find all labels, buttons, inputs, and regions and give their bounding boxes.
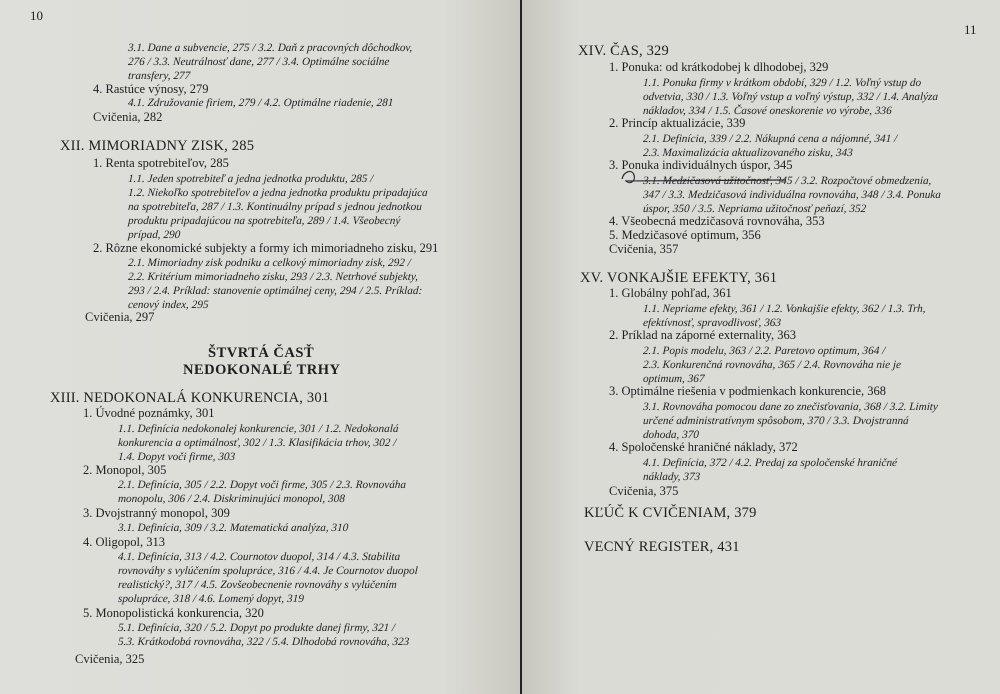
toc-line: 4. Všeobecná medzičasová rovnováha, 353 <box>609 214 825 228</box>
toc-line: úspor, 350 / 3.5. Nepriama užitočnosť peňazí, 352 <box>642 203 867 215</box>
toc-line: 2. Princíp aktualizácie, 339 <box>609 116 746 130</box>
toc-line: 1. Globálny pohľad, 361 <box>609 286 732 300</box>
toc-line: Cvičenia, 375 <box>609 484 679 498</box>
toc-line: 2.3. Maximalizácia aktualizovaného zisku, 343 <box>642 147 854 159</box>
toc-line: 5. Medzičasové optimum, 356 <box>609 228 761 242</box>
toc-line: 2.1. Popis modelu, 363 / 2.2. Paretovo optimum, 364 / <box>642 345 886 357</box>
toc-line: na spotrebiteľa, 287 / 1.3. Kontinuálny prípad s jednou jednotkou <box>127 201 423 213</box>
toc-line: 2. Príklad na záporné externality, 363 <box>609 328 796 342</box>
toc-line: 4. Spoločenské hraničné náklady, 372 <box>609 440 798 454</box>
toc-line: 1.1. Jeden spotrebiteľ a jedna jednotka produktu, 285 / <box>127 173 374 185</box>
toc-line: prípad, 290 <box>127 229 181 241</box>
toc-line: 276 / 3.3. Neutrálnosť dane, 277 / 3.4. Optimálne sociálne <box>127 56 390 68</box>
toc-line: 4. Oligopol, 313 <box>83 535 165 549</box>
page-number: 11 <box>964 22 977 37</box>
toc-line: 5.1. Definícia, 320 / 5.2. Dopyt po produkte danej firmy, 321 / <box>117 622 396 634</box>
toc-line: 4.1. Definícia, 372 / 4.2. Predaj za spoločenské hraničné <box>642 457 898 469</box>
part-subtitle: NEDOKONALÉ TRHY <box>183 362 341 378</box>
toc-line: optimum, 367 <box>642 373 705 385</box>
toc-line: spolupráce, 318 / 4.6. Lomený dopyt, 319 <box>117 593 305 605</box>
toc-line: 1. Renta spotrebiteľov, 285 <box>93 156 229 170</box>
toc-line: 1.4. Dopyt voči firme, 303 <box>117 451 236 463</box>
toc-line: 4. Rastúce výnosy, 279 <box>93 82 209 96</box>
section-heading: KĽÚČ K CVIČENIAM, 379 <box>584 505 757 521</box>
chapter-heading: XIV. ČAS, 329 <box>578 43 669 59</box>
toc-line: Cvičenia, 282 <box>93 110 163 124</box>
toc-line: 293 / 2.4. Príklad: stanovenie optimálnej ceny, 294 / 2.5. Príklad: <box>127 285 423 297</box>
toc-line: transfery, 277 <box>127 70 191 82</box>
toc-line: náklady, 373 <box>642 471 701 483</box>
toc-line: Cvičenia, 325 <box>75 652 145 666</box>
toc-line: 3. Optimálne riešenia v podmienkach konkurencie, 368 <box>609 384 887 398</box>
part-title: ŠTVRTÁ ČASŤ <box>208 345 315 361</box>
toc-line: nákladov, 334 / 1.5. Časové oneskorenie vo výrobe, 336 <box>642 105 893 117</box>
toc-line: 3.1. Rovnováha pomocou dane zo znečisťovania, 368 / 3.2. Limity <box>642 401 939 413</box>
toc-line: 347 / 3.3. Medzičasová individuálna rovnováha, 348 / 3.4. Ponuka <box>642 189 942 201</box>
toc-line: dohoda, 370 <box>642 429 700 441</box>
toc-line: efektívnosť, spravodlivosť, 363 <box>642 317 782 329</box>
section-heading: VECNÝ REGISTER, 431 <box>584 539 740 555</box>
toc-line: 2. Monopol, 305 <box>83 463 167 477</box>
chapter-heading: XIII. NEDOKONALÁ KONKURENCIA, 301 <box>50 390 330 406</box>
toc-line: 4.1. Združovanie firiem, 279 / 4.2. Optimálne riadenie, 281 <box>127 97 394 109</box>
toc-line: 3. Ponuka individuálnych úspor, 345 <box>609 158 793 172</box>
chapter-heading: XII. MIMORIADNY ZISK, 285 <box>60 138 255 154</box>
toc-line: produktu pripadajúcou na spotrebiteľa, 289 / 1.4. Všeobecný <box>127 215 401 227</box>
toc-line: 1.1. Nepriame efekty, 361 / 1.2. Vonkajšie efekty, 362 / 1.3. Trh, <box>642 303 926 315</box>
toc-line: 2.1. Definícia, 339 / 2.2. Nákupná cena a nájomné, 341 / <box>642 133 898 145</box>
toc-line: cenový index, 295 <box>127 299 209 311</box>
toc-line: 3. Dvojstranný monopol, 309 <box>83 506 230 520</box>
toc-line: rovnováhy s vylúčením spolupráce, 316 / 4.4. Je Cournotov duopol <box>117 565 419 577</box>
toc-line: 1.1. Ponuka firmy v krátkom období, 329 / 1.2. Voľný vstup do <box>642 77 922 89</box>
toc-line: odvetvia, 330 / 1.3. Voľný vstup a voľný výstup, 332 / 1.4. Analýza <box>642 91 939 103</box>
toc-line: 1. Ponuka: od krátkodobej k dlhodobej, 329 <box>609 60 829 74</box>
right-page <box>522 0 1000 694</box>
toc-line: 2.1. Mimoriadny zisk podniku a celkový mimoriadny zisk, 292 / <box>127 257 412 269</box>
toc-line: 5.3. Krátkodobá rovnováha, 322 / 5.4. Dlhodobá rovnováha, 323 <box>117 636 410 648</box>
toc-line: 2.3. Konkurenčná rovnováha, 365 / 2.4. Rovnováha nie je <box>642 359 902 371</box>
toc-line: 3.1. Dane a subvencie, 275 / 3.2. Daň z pracovných dôchodkov, <box>127 42 413 54</box>
toc-line: 1.1. Definícia nedokonalej konkurencie, 301 / 1.2. Nedokonalá <box>117 423 399 435</box>
toc-line: 3.1. Definícia, 309 / 3.2. Matematická analýza, 310 <box>117 522 349 534</box>
toc-line: určené administratívnym spôsobom, 370 / 3.3. Dvojstranná <box>642 415 910 427</box>
toc-line: Cvičenia, 297 <box>85 310 155 324</box>
toc-line: 1.2. Niekoľko spotrebiteľov a jedna jednotka produktu pripadajúca <box>127 187 429 199</box>
toc-line: realistický?, 317 / 4.5. Zovšeobecnenie rovnováhy s vylúčením <box>117 579 398 591</box>
toc-line: 2.1. Definícia, 305 / 2.2. Dopyt voči firme, 305 / 2.3. Rovnováha <box>117 479 407 491</box>
toc-line: 3.1. Medzičasová užitočnosť, 345 / 3.2. Rozpočtové obmedzenia, <box>642 175 932 187</box>
chapter-heading: XV. VONKAJŠIE EFEKTY, 361 <box>580 270 778 286</box>
toc-line: 2.2. Kritérium mimoriadneho zisku, 293 / 2.3. Netrhové subjekty, <box>127 271 419 283</box>
toc-line: 5. Monopolistická konkurencia, 320 <box>83 606 264 620</box>
toc-line: 1. Úvodné poznámky, 301 <box>83 406 215 420</box>
page-number: 10 <box>30 8 43 23</box>
toc-line: monopolu, 306 / 2.4. Diskriminujúci monopol, 308 <box>117 493 346 505</box>
toc-line: Cvičenia, 357 <box>609 242 679 256</box>
toc-line: konkurencia a optimálnosť, 302 / 1.3. Klasifikácia trhov, 302 / <box>117 437 397 449</box>
toc-line: 4.1. Definícia, 313 / 4.2. Cournotov duopol, 314 / 4.3. Stabilita <box>117 551 401 563</box>
toc-line: 2. Rôzne ekonomické subjekty a formy ich mimoriadneho zisku, 291 <box>93 241 439 255</box>
